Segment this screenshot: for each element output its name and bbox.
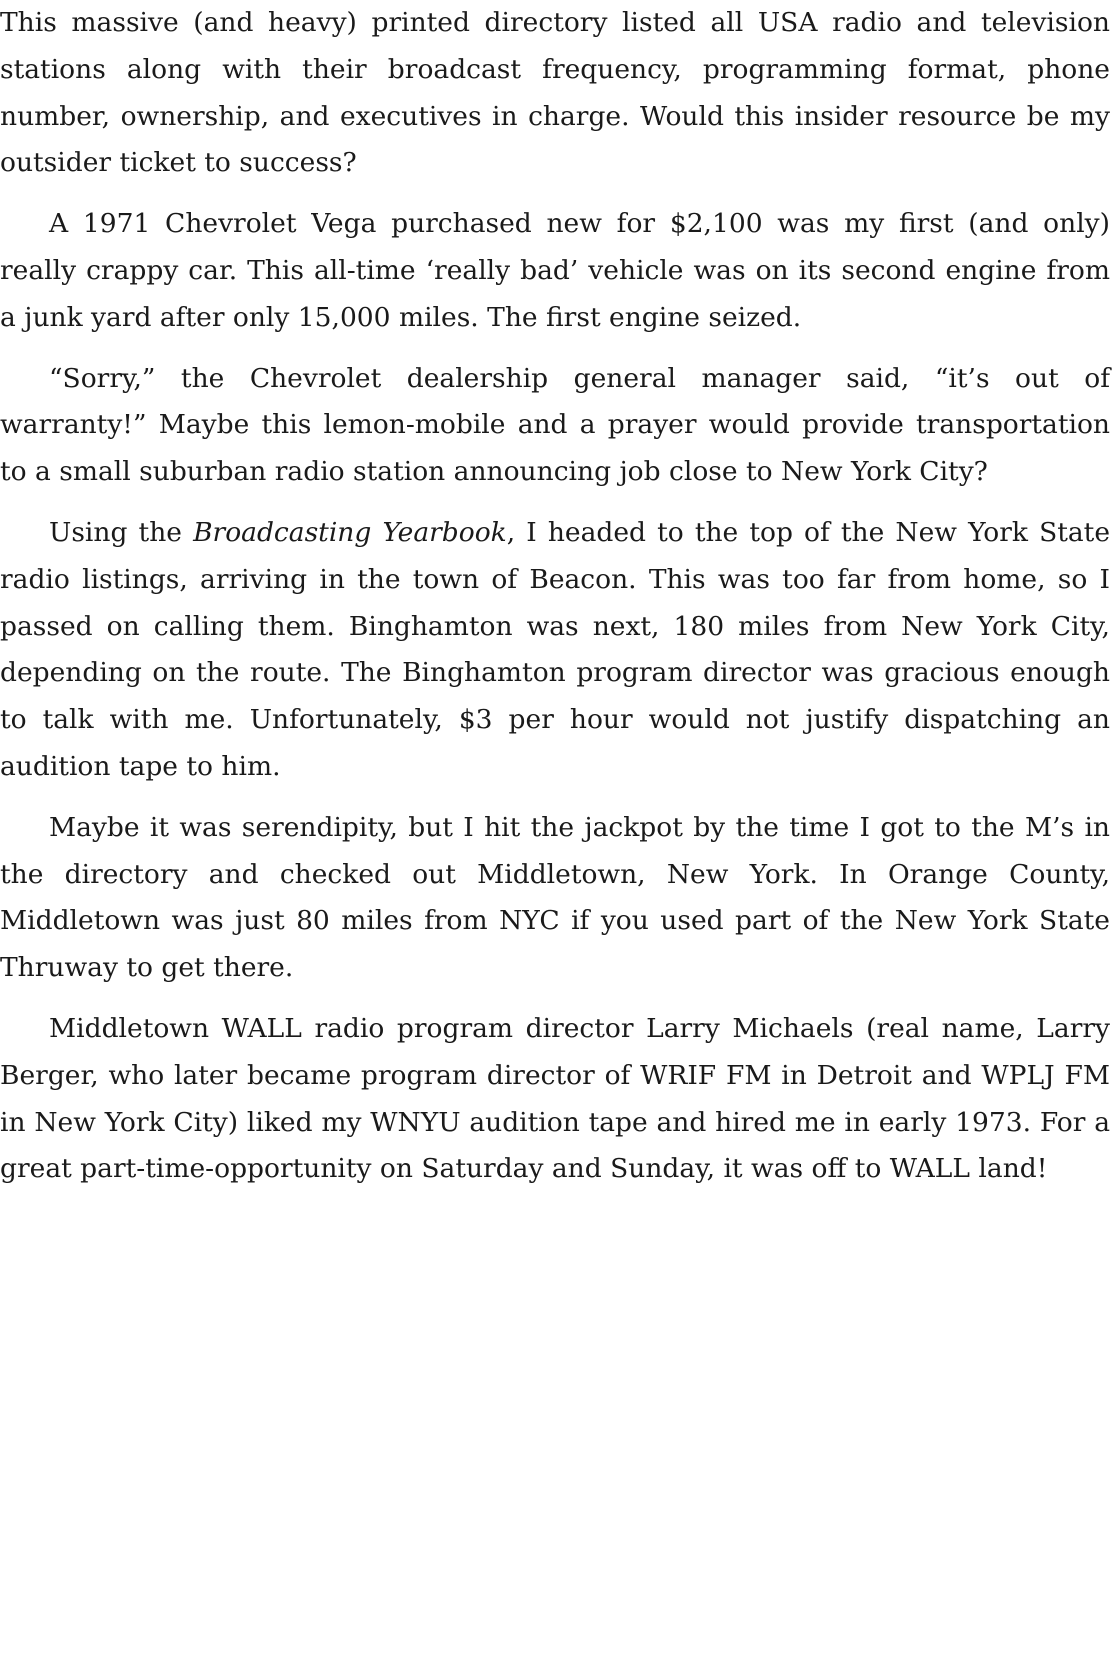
paragraph [0,805,1110,992]
text-run: , I headed to the top of the New York State radio listings, arriving in the town of Beacon. This was too far from home, so I passed on calling them. Binghamton was next, 180 miles from New York City, depending on the route. The Binghamton program director was gracious enough to talk with me. Unfortunately, $3 per hour would not justify dispatching an audition tape to him. [0,516,1111,782]
paragraph [0,356,1110,496]
text-run: This massive (and heavy) printed directory listed all USA radio and television stations along with their broadcast frequency, programming format, phone number, ownership, and executives in charge. Would this insider resource be my outsider ticket to success? [0,7,1110,179]
text-run: Using the [49,516,194,548]
paragraph [0,1006,1110,1193]
paragraph [0,201,1110,341]
text-run: Maybe it was serendipity, but I hit the jackpot by the time I got to the M’s in the directory and checked out Middletown, New York. In Orange County, Middletown was just 80 miles from NYC if you used part of the New York State Thruway to get there. [0,811,1110,984]
paragraph [0,510,1110,791]
book-title: Broadcasting Yearbook [193,516,507,548]
text-run: Middletown WALL radio program director Larry Michaels (real name, Larry Berger, who later became program director of WRIF FM in Detroit and WPLJ FM in New York City) liked my WNYU audition tape and hired me in early 1973. For a great part-time-opportunity on Saturday and Sunday, it was off to WALL land! [0,1012,1110,1185]
paragraph [0,0,1110,187]
text-run: “Sorry,” the Chevrolet dealership general manager said, “it’s out of warranty!” Maybe this lemon-mobile and a prayer would provide transportation to a small suburban radio station announcing job close to New York City? [0,362,1110,488]
text-run: A 1971 Chevrolet Vega purchased new for $2,100 was my first (and only) really crappy car. This all-time ‘really bad’ vehicle was on its second engine from a junk yard after only 15,000 miles. The first engine seized. [0,208,1110,333]
